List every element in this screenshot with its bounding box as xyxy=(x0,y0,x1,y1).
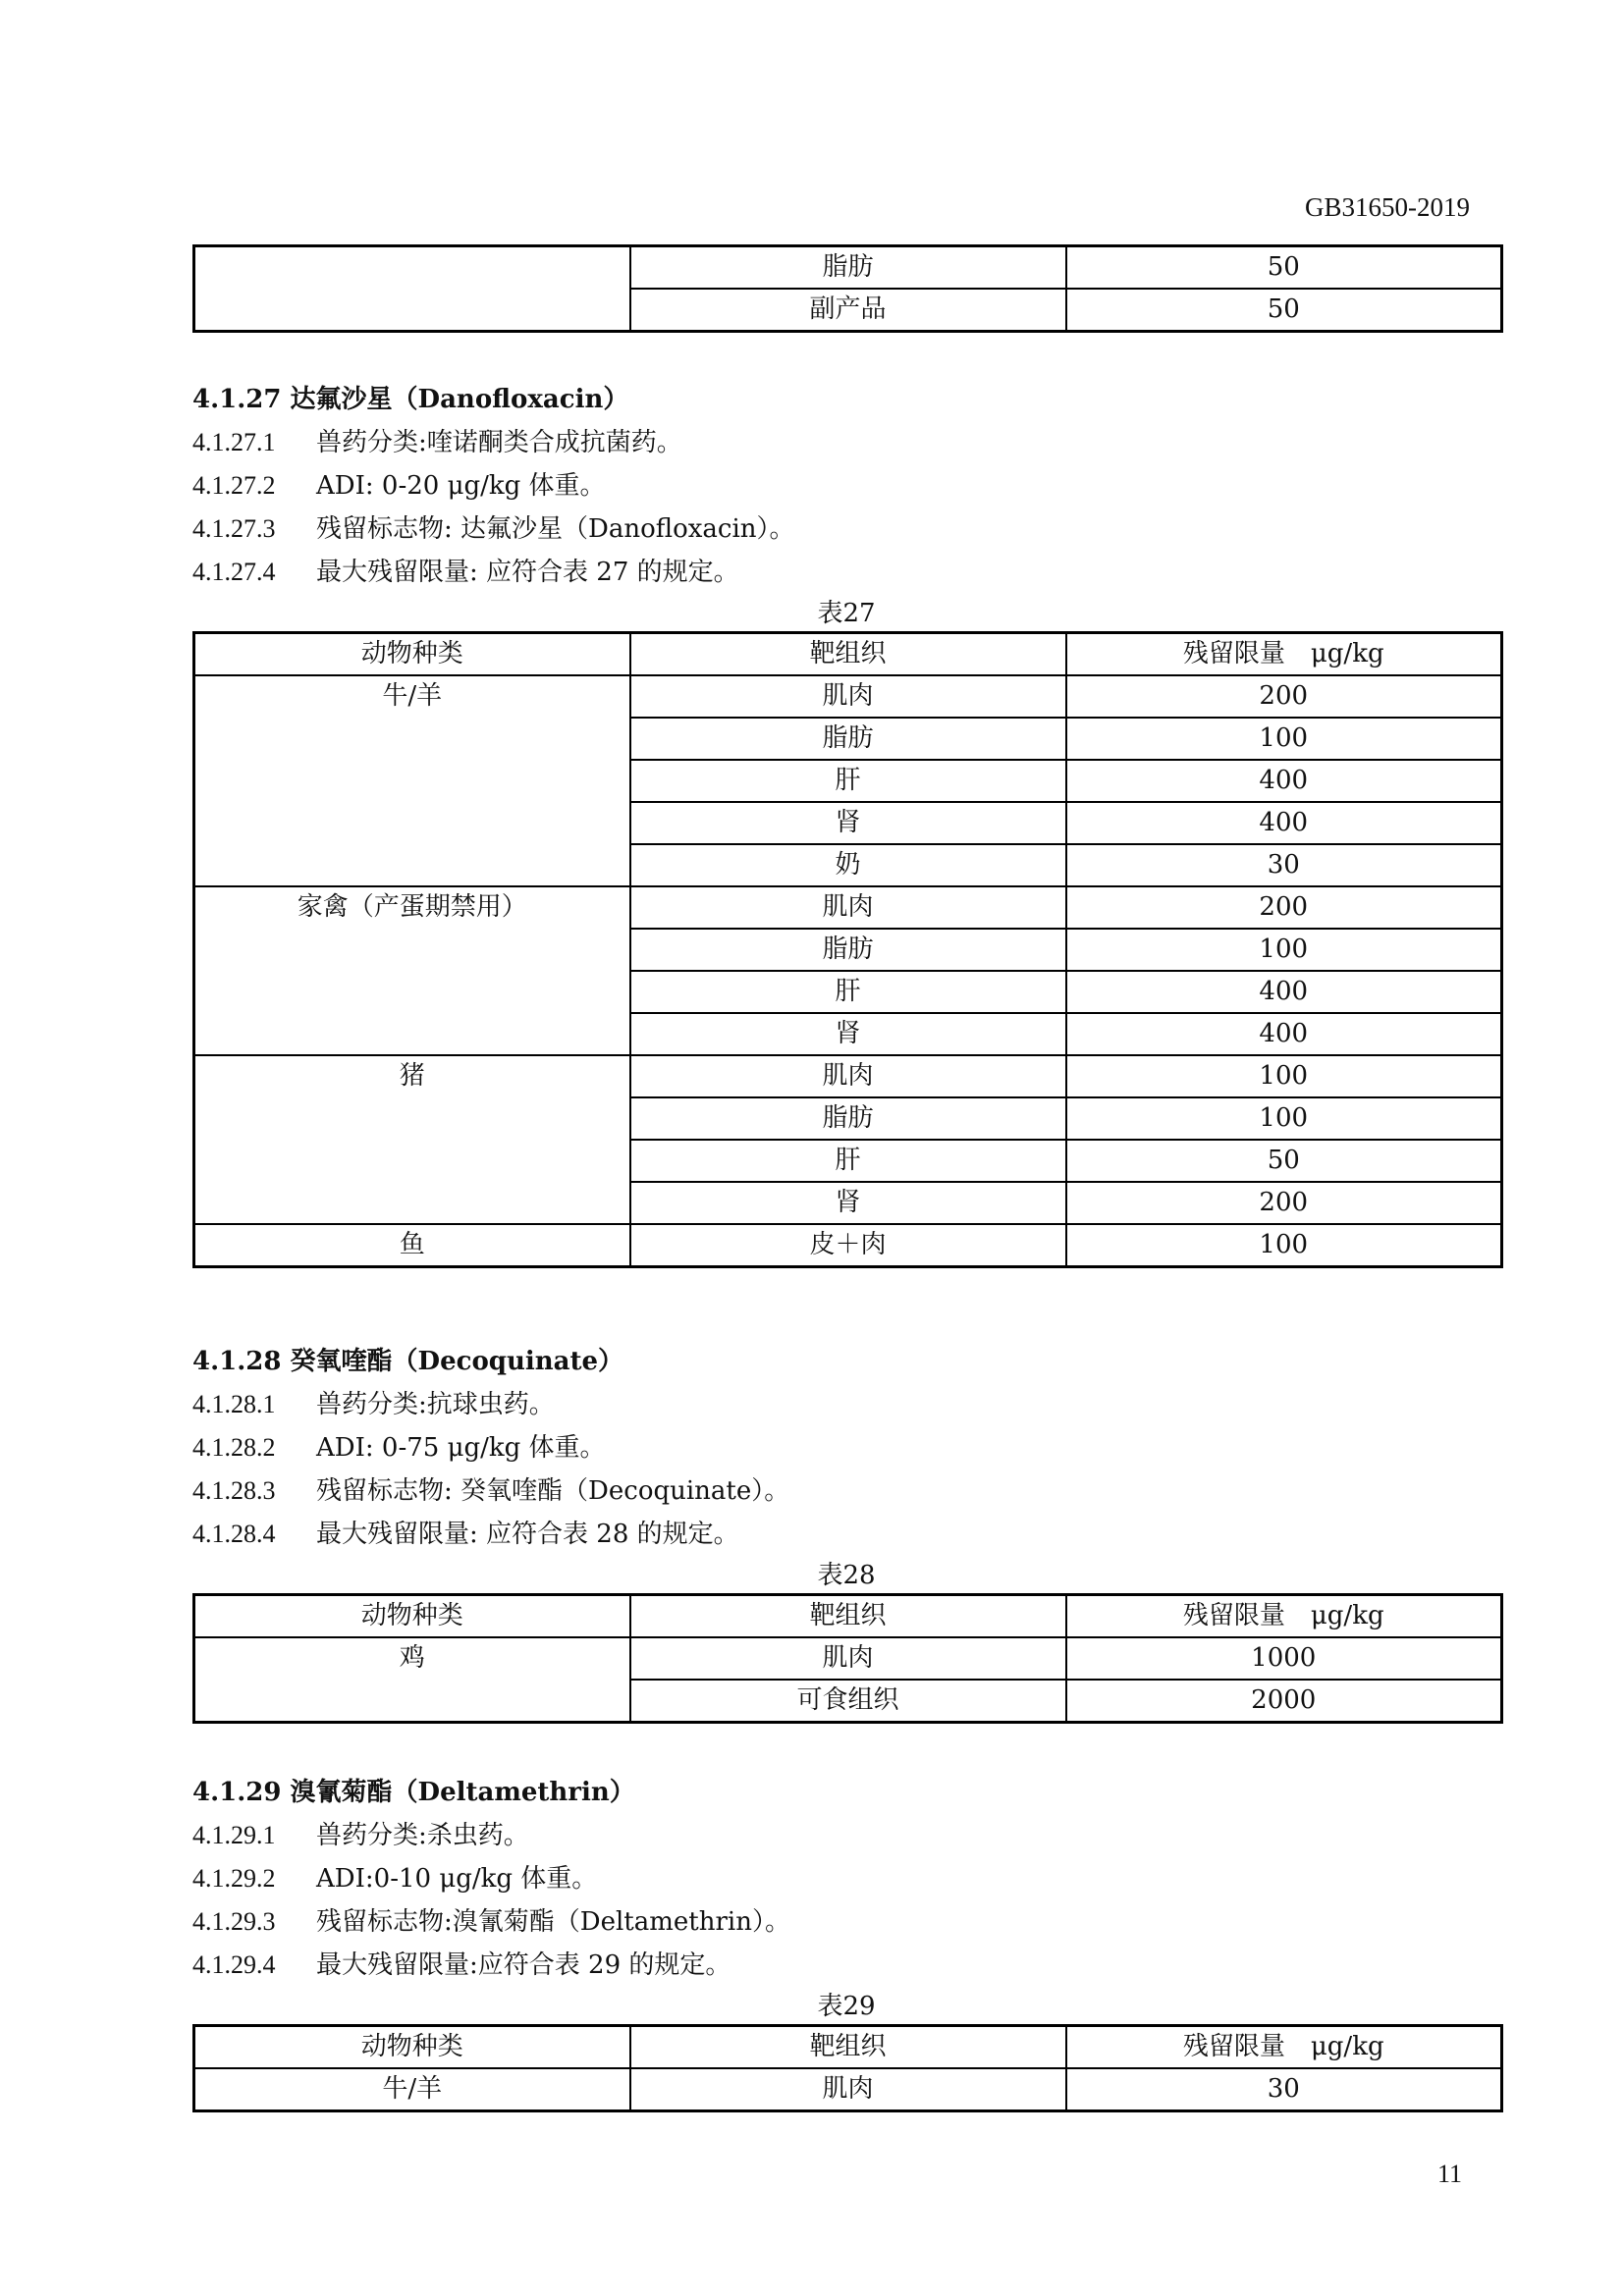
table-cell-limit: 30 xyxy=(1066,2068,1502,2111)
item-number: 4.1.27.4 xyxy=(192,558,276,586)
item-number: 4.1.28.2 xyxy=(192,1433,276,1462)
table-cell-limit: 50 xyxy=(1066,289,1502,332)
item-number: 4.1.27.2 xyxy=(192,471,276,500)
table-cell-limit: 200 xyxy=(1066,1182,1502,1224)
table-cell-tissue: 可食组织 xyxy=(630,1680,1066,1723)
table-cell-tissue: 脂肪 xyxy=(630,929,1066,971)
table-cell-tissue: 脂肪 xyxy=(630,246,1066,290)
table-row xyxy=(194,675,1502,718)
table-28-block xyxy=(192,1593,1503,1724)
item-number: 4.1.29.4 xyxy=(192,1950,276,1979)
list-item xyxy=(192,1945,731,1981)
table-caption: 表27 xyxy=(817,599,876,628)
table-29-block xyxy=(192,2024,1503,2112)
continuation-table-block xyxy=(192,244,1503,333)
table-row xyxy=(194,1055,1502,1097)
item-number: 4.1.29.3 xyxy=(192,1907,276,1936)
table-cell-animal: 鸡 xyxy=(194,1637,630,1723)
table-cell-limit: 400 xyxy=(1066,802,1502,844)
table-cell-animal: 家禽（产蛋期禁用） xyxy=(194,886,630,1055)
table-cell-tissue: 肌肉 xyxy=(630,886,1066,929)
column-header: 靶组织 xyxy=(630,2026,1066,2069)
section-heading-4-1-29: 4.1.29 溴氰菊酯（Deltamethrin） xyxy=(192,1778,635,1807)
table-cell-tissue: 奶 xyxy=(630,844,1066,886)
table-header-row xyxy=(194,2026,1502,2069)
table-cell-tissue: 肌肉 xyxy=(630,2068,1066,2111)
table-28 xyxy=(192,1593,1503,1724)
item-text: 最大残留限量: 应符合表 27 的规定。 xyxy=(316,558,739,587)
list-item xyxy=(192,1815,529,1851)
list-item xyxy=(192,422,682,458)
item-text: 残留标志物: 达氟沙星（Danofloxacin）。 xyxy=(316,514,795,544)
item-text: 兽药分类:喹诺酮类合成抗菌药。 xyxy=(316,428,682,457)
table-cell-animal xyxy=(194,246,630,332)
list-item xyxy=(192,1384,555,1420)
table-cell-tissue: 肌肉 xyxy=(630,675,1066,718)
table-cell-tissue: 肌肉 xyxy=(630,1055,1066,1097)
table-cell-limit: 50 xyxy=(1066,246,1502,290)
table-cell-tissue: 肝 xyxy=(630,1140,1066,1182)
table-cell-tissue: 肝 xyxy=(630,760,1066,802)
table-27-block xyxy=(192,631,1503,1268)
table-cell-limit: 100 xyxy=(1066,1097,1502,1140)
table-caption: 表29 xyxy=(817,1992,876,2021)
table-cell-tissue: 肌肉 xyxy=(630,1637,1066,1680)
item-text: ADI:0-10 μg/kg 体重。 xyxy=(316,1864,598,1894)
item-text: 最大残留限量: 应符合表 28 的规定。 xyxy=(316,1520,739,1549)
section-heading-4-1-28: 4.1.28 癸氧喹酯（Decoquinate） xyxy=(192,1347,624,1376)
list-item xyxy=(192,1901,790,1938)
table-cell-limit: 30 xyxy=(1066,844,1502,886)
table-29 xyxy=(192,2024,1503,2112)
table-cell-animal: 猪 xyxy=(194,1055,630,1224)
table-row xyxy=(194,1637,1502,1680)
item-number: 4.1.28.4 xyxy=(192,1520,276,1548)
continuation-table xyxy=(192,244,1503,333)
section-heading-4-1-27: 4.1.27 达氟沙星（Danofloxacin） xyxy=(192,385,629,414)
list-item xyxy=(192,1470,789,1507)
list-item xyxy=(192,1858,597,1895)
table-cell-tissue: 肝 xyxy=(630,971,1066,1013)
table-cell-limit: 200 xyxy=(1066,886,1502,929)
item-number: 4.1.29.1 xyxy=(192,1821,276,1849)
table-cell-limit: 100 xyxy=(1066,929,1502,971)
column-header: 残留限量 μg/kg xyxy=(1066,633,1502,676)
table-cell-limit: 1000 xyxy=(1066,1637,1502,1680)
item-number: 4.1.29.2 xyxy=(192,1864,276,1893)
list-item xyxy=(192,1427,606,1464)
list-item xyxy=(192,508,795,545)
table-cell-animal: 鱼 xyxy=(194,1224,630,1267)
table-27 xyxy=(192,631,1503,1268)
table-header-row xyxy=(194,1595,1502,1638)
item-text: 兽药分类:杀虫药。 xyxy=(316,1821,529,1850)
table-cell-tissue: 脂肪 xyxy=(630,718,1066,760)
item-text: 兽药分类:抗球虫药。 xyxy=(316,1390,555,1419)
item-number: 4.1.27.1 xyxy=(192,428,276,456)
table-cell-tissue: 副产品 xyxy=(630,289,1066,332)
list-item xyxy=(192,465,606,502)
item-text: ADI: 0-75 μg/kg 体重。 xyxy=(316,1433,606,1463)
table-cell-tissue: 肾 xyxy=(630,802,1066,844)
column-header: 残留限量 μg/kg xyxy=(1066,1595,1502,1638)
list-item xyxy=(192,552,739,588)
item-text: 残留标志物: 癸氧喹酯（Decoquinate）。 xyxy=(316,1476,790,1506)
table-cell-tissue: 皮＋肉 xyxy=(630,1224,1066,1267)
column-header: 靶组织 xyxy=(630,1595,1066,1638)
table-row xyxy=(194,1224,1502,1267)
item-number: 4.1.28.3 xyxy=(192,1476,276,1505)
table-row xyxy=(194,886,1502,929)
document-id: GB31650-2019 xyxy=(1305,192,1470,222)
table-cell-limit: 100 xyxy=(1066,1224,1502,1267)
table-row xyxy=(194,246,1502,290)
table-cell-tissue: 肾 xyxy=(630,1182,1066,1224)
table-cell-limit: 200 xyxy=(1066,675,1502,718)
table-row xyxy=(194,2068,1502,2111)
table-cell-limit: 50 xyxy=(1066,1140,1502,1182)
column-header: 靶组织 xyxy=(630,633,1066,676)
list-item xyxy=(192,1514,739,1550)
table-cell-tissue: 肾 xyxy=(630,1013,1066,1055)
item-text: ADI: 0-20 μg/kg 体重。 xyxy=(316,471,606,501)
table-cell-tissue: 脂肪 xyxy=(630,1097,1066,1140)
table-cell-limit: 400 xyxy=(1066,971,1502,1013)
table-cell-limit: 400 xyxy=(1066,760,1502,802)
table-caption: 表28 xyxy=(817,1561,876,1590)
column-header: 动物种类 xyxy=(194,1595,630,1638)
column-header: 残留限量 μg/kg xyxy=(1066,2026,1502,2069)
table-cell-animal: 牛/羊 xyxy=(194,675,630,886)
table-cell-limit: 400 xyxy=(1066,1013,1502,1055)
item-text: 残留标志物:溴氰菊酯（Deltamethrin）。 xyxy=(316,1907,790,1937)
column-header: 动物种类 xyxy=(194,633,630,676)
item-number: 4.1.28.1 xyxy=(192,1390,276,1418)
column-header: 动物种类 xyxy=(194,2026,630,2069)
table-cell-limit: 2000 xyxy=(1066,1680,1502,1723)
item-number: 4.1.27.3 xyxy=(192,514,276,543)
table-cell-animal: 牛/羊 xyxy=(194,2068,630,2111)
table-cell-limit: 100 xyxy=(1066,718,1502,760)
table-cell-limit: 100 xyxy=(1066,1055,1502,1097)
page-number: 11 xyxy=(1436,2160,1462,2188)
table-header-row xyxy=(194,633,1502,676)
item-text: 最大残留限量:应符合表 29 的规定。 xyxy=(316,1950,731,1980)
